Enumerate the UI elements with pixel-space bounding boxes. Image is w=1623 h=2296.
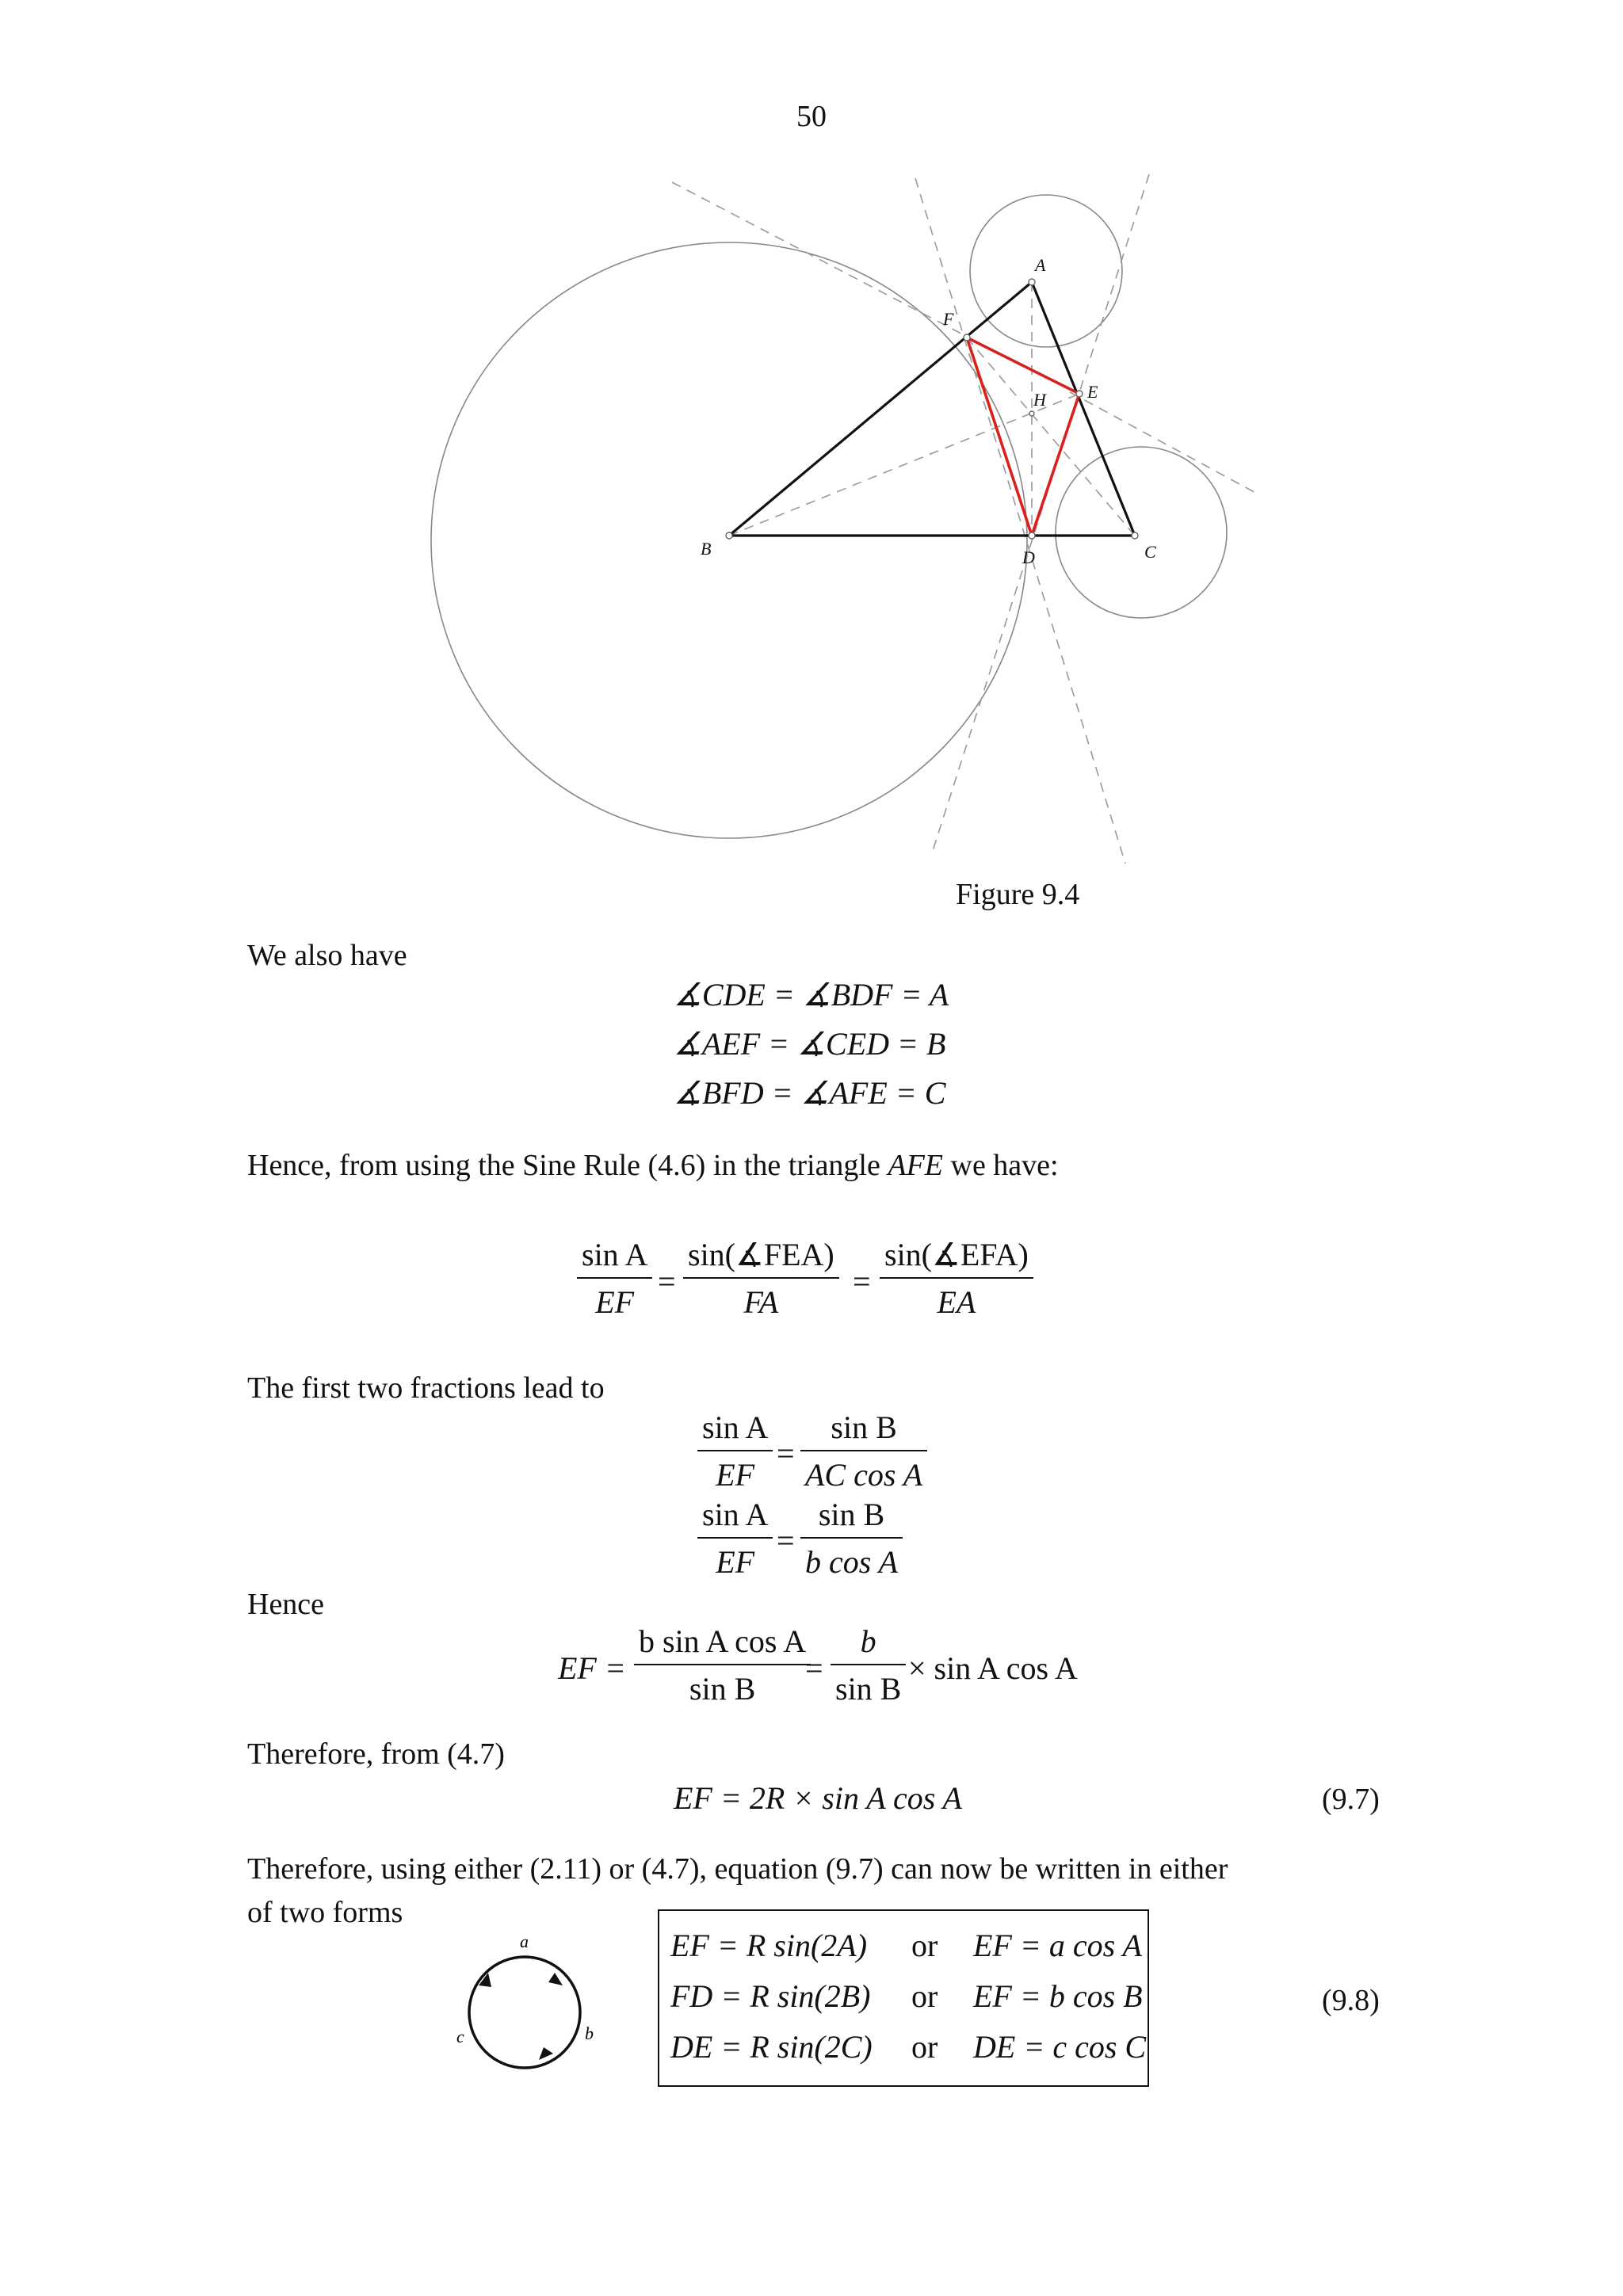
angle-eq-2: ∡AEF = ∡CED = B bbox=[674, 1026, 946, 1062]
point-label-e: E bbox=[1087, 382, 1098, 402]
para-hence-sine-rule: Hence, from using the Sine Rule (4.6) in the triangle AFE we have: bbox=[247, 1149, 1059, 1182]
cycle-label-a: a bbox=[520, 1933, 529, 1951]
sine-rule-frac-3: sin(∡EFA) EA bbox=[880, 1239, 1033, 1318]
point-label-f: F bbox=[943, 309, 954, 329]
page-number: 50 bbox=[796, 100, 827, 133]
figure-caption: Figure 9.4 bbox=[956, 878, 1080, 911]
lead-row1-right: sin B AC cos A bbox=[800, 1412, 927, 1491]
boxed-equations bbox=[658, 1909, 1149, 2087]
ef-expr-lhs: EF = bbox=[558, 1650, 626, 1686]
lead-row2-right: sin B b cos A bbox=[800, 1499, 903, 1578]
point-label-h: H bbox=[1033, 390, 1046, 410]
dashed-line-6 bbox=[967, 338, 1135, 536]
box-row2-or: or bbox=[911, 1978, 938, 2014]
ef-expr-frac-2: b sin B bbox=[831, 1626, 906, 1705]
box-row3-or: or bbox=[911, 2029, 938, 2065]
para-therefore-using-2: of two forms bbox=[247, 1896, 403, 1929]
cycle-label-b: b bbox=[585, 2023, 594, 2043]
dashed-line-2 bbox=[915, 178, 1125, 864]
arrow-icon bbox=[539, 2047, 553, 2060]
geometry-figure bbox=[0, 0, 1623, 919]
circle-right bbox=[1056, 447, 1227, 618]
box-row2-right: EF = b cos B bbox=[973, 1978, 1143, 2014]
box-row3-right: DE = c cos C bbox=[973, 2029, 1147, 2065]
cycle-diagram bbox=[444, 1933, 602, 2092]
sine-rule-frac-1: sin A EF bbox=[577, 1239, 652, 1318]
point-label-b: B bbox=[701, 539, 712, 559]
ef-expr-frac-1: b sin A cos A sin B bbox=[634, 1626, 811, 1705]
lead-row1-left: sin A EF bbox=[697, 1412, 773, 1491]
sine-rule-eq-1: = bbox=[658, 1264, 676, 1299]
cycle-label-c: c bbox=[456, 2027, 464, 2046]
para-therefore-from: Therefore, from (4.7) bbox=[247, 1737, 505, 1771]
eq-9-7: EF = 2R × sin A cos A bbox=[674, 1780, 962, 1816]
lead-row2-left: sin A EF bbox=[697, 1499, 773, 1578]
circle-large bbox=[431, 242, 1027, 838]
angle-eq-3: ∡BFD = ∡AFE = C bbox=[674, 1075, 946, 1111]
ef-expr-eq: = bbox=[805, 1650, 823, 1686]
arrow-icon bbox=[548, 1973, 563, 1985]
dashed-line-5 bbox=[729, 394, 1079, 536]
para-therefore-using-1: Therefore, using either (2.11) or (4.7), equation (9.7) can now be written in either bbox=[247, 1852, 1228, 1886]
eq-9-8-tag: (9.8) bbox=[1322, 1984, 1380, 2017]
point-label-d: D bbox=[1022, 547, 1035, 567]
box-row3-left: DE = R sin(2C) bbox=[670, 2029, 873, 2065]
angle-eq-1: ∡CDE = ∡BDF = A bbox=[674, 977, 949, 1013]
sine-rule-eq-2: = bbox=[853, 1264, 871, 1299]
para-hence: Hence bbox=[247, 1588, 325, 1621]
point-label-a: A bbox=[1035, 255, 1046, 275]
box-row2-left: FD = R sin(2B) bbox=[670, 1978, 871, 2014]
box-row1-right: EF = a cos A bbox=[973, 1928, 1142, 1963]
para-we-also-have: We also have bbox=[247, 939, 407, 972]
box-row1-left: EF = R sin(2A) bbox=[670, 1928, 868, 1963]
orthic-triangle-def bbox=[967, 338, 1079, 536]
lead-row1-eq: = bbox=[777, 1436, 795, 1471]
sine-rule-frac-2: sin(∡FEA) FA bbox=[683, 1239, 839, 1318]
box-row1-or: or bbox=[911, 1928, 938, 1963]
dashed-line-1 bbox=[672, 182, 975, 341]
ef-expr-tail: × sin A cos A bbox=[908, 1650, 1078, 1686]
eq-9-7-tag: (9.7) bbox=[1322, 1783, 1380, 1816]
lead-row2-eq: = bbox=[777, 1523, 795, 1558]
circle-top bbox=[970, 195, 1122, 347]
point-label-c: C bbox=[1144, 542, 1156, 562]
para-first-two: The first two fractions lead to bbox=[247, 1371, 605, 1405]
